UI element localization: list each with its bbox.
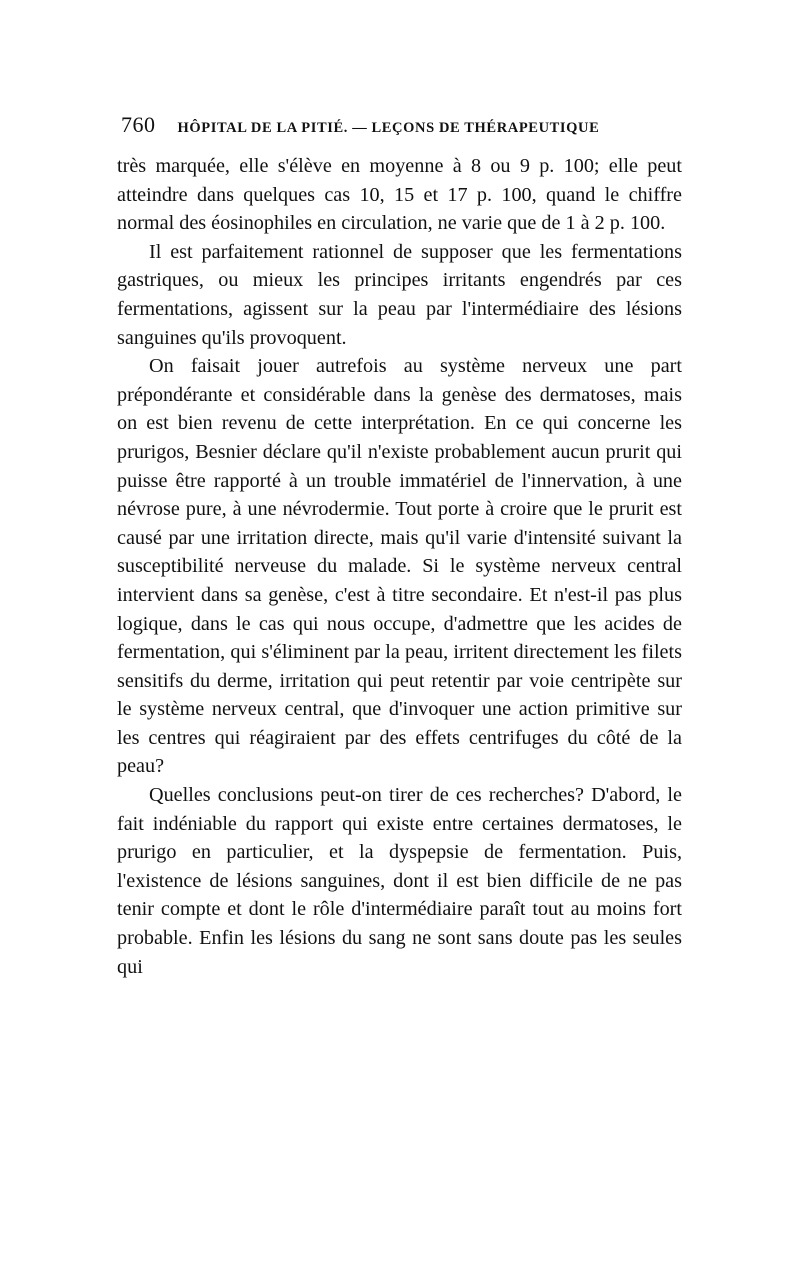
book-page [117,112,682,981]
paragraph-continuation: très marquée, elle s'élève en moyenne à 8 ou 9 p. 100; elle peut atteindre dans quelques cas 10, 15 et 17 p. 100, quand le chiffre normal des éosinophiles en circulation, ne varie que de 1 à 2 p. 100. [117,155,682,235]
paragraph-nervous-system: On faisait jouer autrefois au système nerveux une part prépondérante et considérable dans la genèse des dermatoses, mais on est bien revenu de cette interprétation. En ce qui concerne les prurigos, Besnier déclare qu'il n'existe probablement aucun prurit qui puisse être rapporté à un trouble immatériel de l'innervation, à une névrose pure, à une névrodermie. Tout porte à croire que le prurit est causé par une irritation directe, mais qu'il varie d'intensité suivant la susceptibilité nerveuse du malade. Si le système nerveux central intervient dans sa genèse, c'est à titre secondaire. Et n'est-il pas plus logique, dans le cas qui nous occupe, d'admettre que les acides de fermentation, qui s'éliminent par la peau, irritent directement les filets sensitifs du derme, irritation qui peut retentir par voie centripète sur le système nerveux central, que d'invoquer une action primitive sur les centres qui réagiraient par des effets centrifuges du côté de la peau? [117,355,682,778]
page-number: 760 [121,112,156,137]
running-head [117,112,682,146]
running-head-title: HÔPITAL DE LA PITIÉ. — LEÇONS DE THÉRAPEUTIQUE [177,120,600,136]
body-text [117,152,682,981]
paragraph-conclusions: Quelles conclusions peut-on tirer de ces recherches? D'abord, le fait indéniable du rapport qui existe entre certaines dermatoses, le prurigo en particulier, et la dyspepsie de fermentation. Puis, l'existence de lésions sanguines, dont il est bien difficile de ne pas tenir compte et dont le rôle d'intermédiaire paraît tout au moins fort probable. Enfin les lésions du sang ne sont sans doute pas les seules qui [117,784,682,978]
paragraph-fermentations: Il est parfaitement rationnel de supposer que les fermentations gastriques, ou mieux les principes irritants engendrés par ces fermentations, agissent sur la peau par l'intermédiaire des lésions sanguines qu'ils provoquent. [117,240,682,349]
